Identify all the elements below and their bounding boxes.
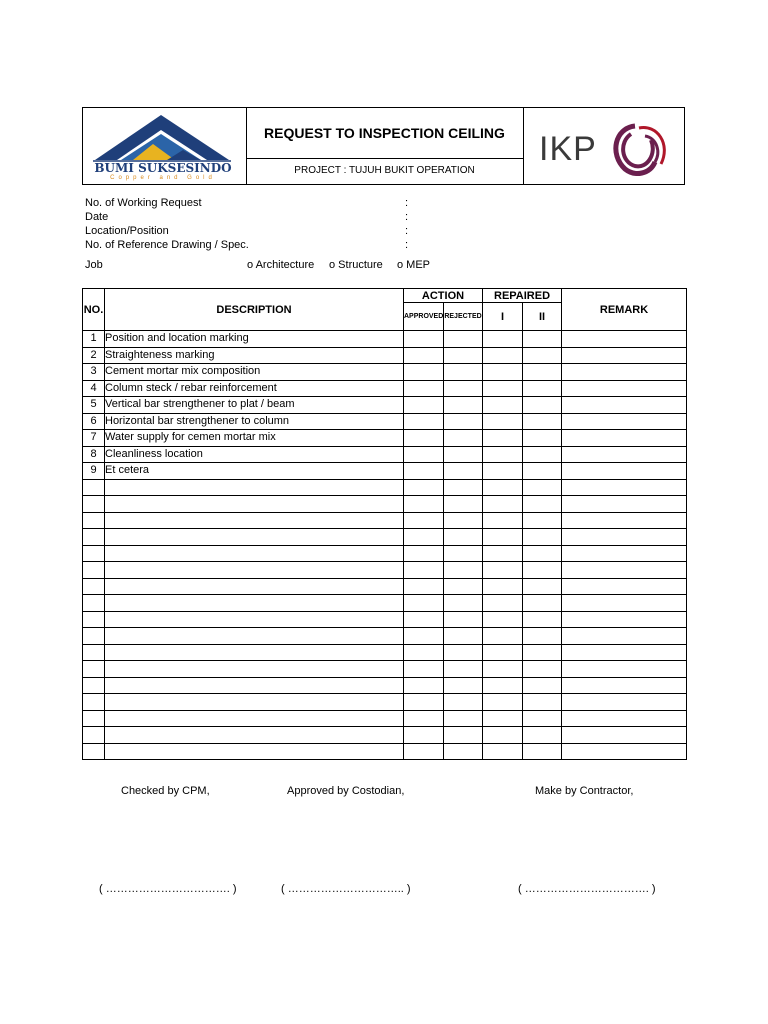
remark-cell[interactable]	[562, 529, 687, 546]
remark-cell[interactable]	[562, 694, 687, 711]
repaired-2-cell[interactable]	[523, 727, 562, 744]
row-number	[83, 545, 105, 562]
row-number	[83, 578, 105, 595]
row-number: 1	[83, 331, 105, 348]
header-repaired-2: II	[523, 303, 562, 331]
rejected-cell[interactable]	[444, 430, 483, 447]
table-row	[83, 496, 687, 513]
repaired-2-cell[interactable]	[523, 694, 562, 711]
row-number	[83, 529, 105, 546]
repaired-1-cell[interactable]	[483, 611, 523, 628]
approved-cell[interactable]	[404, 331, 444, 348]
checked-by-signature-line[interactable]: ( ……………………………. )	[99, 883, 237, 895]
remark-cell[interactable]	[562, 364, 687, 381]
row-description	[105, 694, 404, 711]
remark-cell[interactable]	[562, 562, 687, 579]
repaired-2-cell[interactable]	[523, 413, 562, 430]
remark-cell[interactable]	[562, 710, 687, 727]
table-row	[83, 710, 687, 727]
remark-cell[interactable]	[562, 743, 687, 760]
table-row	[83, 413, 687, 430]
table-row	[83, 562, 687, 579]
company-name: BUMI SUKSESINDO	[94, 161, 232, 175]
company-tagline: Copper and Gold	[110, 175, 216, 181]
rejected-cell[interactable]	[444, 710, 483, 727]
approved-cell[interactable]	[404, 727, 444, 744]
approved-cell[interactable]	[404, 430, 444, 447]
table-row	[83, 727, 687, 744]
repaired-1-cell[interactable]	[483, 430, 523, 447]
row-description	[105, 743, 404, 760]
repaired-1-cell[interactable]	[483, 644, 523, 661]
working-request-label: No. of Working Request	[85, 197, 202, 209]
job-option-architecture[interactable]: o Architecture	[247, 259, 315, 271]
remark-cell[interactable]	[562, 628, 687, 645]
title-box	[246, 108, 524, 184]
row-description: Water supply for cemen mortar mix	[105, 430, 404, 447]
row-number	[83, 644, 105, 661]
repaired-2-cell[interactable]	[523, 463, 562, 480]
row-description	[105, 710, 404, 727]
remark-cell[interactable]	[562, 331, 687, 348]
ikp-logo	[523, 108, 684, 184]
rejected-cell[interactable]	[444, 364, 483, 381]
job-label: Job	[85, 259, 103, 271]
row-description: Cement mortar mix composition	[105, 364, 404, 381]
ikp-logo-text: IKP	[539, 130, 597, 168]
row-description	[105, 661, 404, 678]
approved-cell[interactable]	[404, 578, 444, 595]
repaired-1-cell[interactable]	[483, 545, 523, 562]
colon: :	[405, 197, 409, 209]
row-number	[83, 611, 105, 628]
row-description: Straighteness marking	[105, 347, 404, 364]
remark-cell[interactable]	[562, 430, 687, 447]
rejected-cell[interactable]	[444, 446, 483, 463]
approved-cell[interactable]	[404, 710, 444, 727]
table-row	[83, 677, 687, 694]
approved-cell[interactable]	[404, 496, 444, 513]
row-number: 5	[83, 397, 105, 414]
repaired-1-cell[interactable]	[483, 677, 523, 694]
row-description	[105, 677, 404, 694]
row-number	[83, 562, 105, 579]
approved-cell[interactable]	[404, 529, 444, 546]
repaired-2-cell[interactable]	[523, 512, 562, 529]
repaired-2-cell[interactable]	[523, 380, 562, 397]
checked-by-label: Checked by CPM,	[121, 785, 210, 797]
working-request-row	[85, 197, 409, 209]
table-row	[83, 595, 687, 612]
made-by-label: Make by Contractor,	[535, 785, 634, 797]
header-remark: REMARK	[562, 289, 687, 331]
repaired-2-cell[interactable]	[523, 661, 562, 678]
remark-cell[interactable]	[562, 496, 687, 513]
table-row	[83, 529, 687, 546]
location-label: Location/Position	[85, 225, 169, 237]
approved-cell[interactable]	[404, 364, 444, 381]
reference-label: No. of Reference Drawing / Spec.	[85, 239, 249, 251]
repaired-1-cell[interactable]	[483, 727, 523, 744]
rejected-cell[interactable]	[444, 545, 483, 562]
reference-row	[85, 239, 409, 251]
repaired-1-cell[interactable]	[483, 397, 523, 414]
remark-cell[interactable]	[562, 644, 687, 661]
repaired-2-cell[interactable]	[523, 578, 562, 595]
row-number: 9	[83, 463, 105, 480]
row-number	[83, 743, 105, 760]
header-rejected: REJECTED	[444, 303, 483, 331]
approved-cell[interactable]	[404, 694, 444, 711]
repaired-2-cell[interactable]	[523, 562, 562, 579]
approved-cell[interactable]	[404, 595, 444, 612]
header-no: NO.	[83, 289, 105, 331]
rejected-cell[interactable]	[444, 529, 483, 546]
repaired-2-cell[interactable]	[523, 529, 562, 546]
remark-cell[interactable]	[562, 512, 687, 529]
remark-cell[interactable]	[562, 545, 687, 562]
row-number	[83, 479, 105, 496]
row-number	[83, 661, 105, 678]
repaired-2-cell[interactable]	[523, 331, 562, 348]
repaired-1-cell[interactable]	[483, 446, 523, 463]
table-row	[83, 380, 687, 397]
rejected-cell[interactable]	[444, 743, 483, 760]
rejected-cell[interactable]	[444, 347, 483, 364]
repaired-1-cell[interactable]	[483, 347, 523, 364]
job-option-structure[interactable]: o Structure	[329, 259, 383, 271]
remark-cell[interactable]	[562, 463, 687, 480]
colon: :	[405, 211, 409, 223]
repaired-1-cell[interactable]	[483, 529, 523, 546]
row-description	[105, 727, 404, 744]
location-row	[85, 225, 409, 237]
approved-cell[interactable]	[404, 347, 444, 364]
row-description: Column steck / rebar reinforcement	[105, 380, 404, 397]
repaired-1-cell[interactable]	[483, 380, 523, 397]
header-repaired-1: I	[483, 303, 523, 331]
rejected-cell[interactable]	[444, 479, 483, 496]
row-number	[83, 595, 105, 612]
approved-cell[interactable]	[404, 611, 444, 628]
rejected-cell[interactable]	[444, 644, 483, 661]
header-description: DESCRIPTION	[105, 289, 404, 331]
repaired-1-cell[interactable]	[483, 413, 523, 430]
repaired-2-cell[interactable]	[523, 628, 562, 645]
table-row	[83, 743, 687, 760]
rejected-cell[interactable]	[444, 331, 483, 348]
row-description	[105, 529, 404, 546]
rejected-cell[interactable]	[444, 562, 483, 579]
remark-cell[interactable]	[562, 677, 687, 694]
remark-cell[interactable]	[562, 595, 687, 612]
table-row	[83, 397, 687, 414]
remark-cell[interactable]	[562, 347, 687, 364]
remark-cell[interactable]	[562, 413, 687, 430]
repaired-2-cell[interactable]	[523, 446, 562, 463]
repaired-1-cell[interactable]	[483, 562, 523, 579]
rejected-cell[interactable]	[444, 512, 483, 529]
header-repaired: REPAIRED	[483, 289, 562, 303]
rejected-cell[interactable]	[444, 463, 483, 480]
rejected-cell[interactable]	[444, 496, 483, 513]
table-body	[83, 331, 687, 760]
table-row	[83, 628, 687, 645]
approved-cell[interactable]	[404, 743, 444, 760]
row-number	[83, 727, 105, 744]
repaired-2-cell[interactable]	[523, 710, 562, 727]
repaired-1-cell[interactable]	[483, 364, 523, 381]
repaired-1-cell[interactable]	[483, 578, 523, 595]
row-number: 4	[83, 380, 105, 397]
approved-by-label: Approved by Costodian,	[287, 785, 405, 797]
approved-cell[interactable]	[404, 463, 444, 480]
row-number: 6	[83, 413, 105, 430]
approved-cell[interactable]	[404, 562, 444, 579]
rejected-cell[interactable]	[444, 578, 483, 595]
project-name: PROJECT : TUJUH BUKIT OPERATION	[294, 165, 475, 176]
table-row	[83, 512, 687, 529]
row-description	[105, 562, 404, 579]
approved-cell[interactable]	[404, 397, 444, 414]
row-number: 7	[83, 430, 105, 447]
approved-by-signature-line[interactable]: ( ………………………….. )	[281, 883, 411, 895]
table-row	[83, 661, 687, 678]
inspection-table	[82, 288, 687, 760]
table-row	[83, 347, 687, 364]
row-description: Vertical bar strengthener to plat / beam	[105, 397, 404, 414]
rejected-cell[interactable]	[444, 727, 483, 744]
colon: :	[405, 239, 409, 251]
repaired-2-cell[interactable]	[523, 430, 562, 447]
table-row	[83, 578, 687, 595]
approved-cell[interactable]	[404, 628, 444, 645]
table-row	[83, 331, 687, 348]
date-row	[85, 211, 409, 223]
row-description: Cleanliness location	[105, 446, 404, 463]
header-action: ACTION	[404, 289, 483, 303]
repaired-2-cell[interactable]	[523, 364, 562, 381]
row-number	[83, 694, 105, 711]
approved-cell[interactable]	[404, 661, 444, 678]
row-number: 3	[83, 364, 105, 381]
row-description: Et cetera	[105, 463, 404, 480]
approved-cell[interactable]	[404, 380, 444, 397]
repaired-1-cell[interactable]	[483, 743, 523, 760]
table-row	[83, 463, 687, 480]
repaired-2-cell[interactable]	[523, 595, 562, 612]
approved-cell[interactable]	[404, 512, 444, 529]
repaired-2-cell[interactable]	[523, 677, 562, 694]
repaired-1-cell[interactable]	[483, 710, 523, 727]
swirl-logo-icon	[605, 114, 675, 184]
row-description	[105, 611, 404, 628]
repaired-2-cell[interactable]	[523, 397, 562, 414]
rejected-cell[interactable]	[444, 413, 483, 430]
rejected-cell[interactable]	[444, 611, 483, 628]
remark-cell[interactable]	[562, 397, 687, 414]
table-row	[83, 694, 687, 711]
table-row	[83, 611, 687, 628]
rejected-cell[interactable]	[444, 380, 483, 397]
row-description	[105, 545, 404, 562]
table-row	[83, 479, 687, 496]
rejected-cell[interactable]	[444, 694, 483, 711]
rejected-cell[interactable]	[444, 397, 483, 414]
job-option-mep[interactable]: o MEP	[397, 259, 431, 271]
remark-cell[interactable]	[562, 479, 687, 496]
rejected-cell[interactable]	[444, 628, 483, 645]
row-description	[105, 595, 404, 612]
row-description	[105, 644, 404, 661]
rejected-cell[interactable]	[444, 595, 483, 612]
table-row	[83, 364, 687, 381]
repaired-2-cell[interactable]	[523, 611, 562, 628]
row-number	[83, 496, 105, 513]
repaired-2-cell[interactable]	[523, 496, 562, 513]
bumi-suksesindo-logo	[83, 108, 247, 184]
form-header	[82, 107, 685, 185]
colon: :	[405, 225, 409, 237]
table-row	[83, 545, 687, 562]
row-number	[83, 628, 105, 645]
table-row	[83, 430, 687, 447]
made-by-signature-line[interactable]: ( ……………………………. )	[518, 883, 656, 895]
remark-cell[interactable]	[562, 446, 687, 463]
repaired-2-cell[interactable]	[523, 644, 562, 661]
repaired-2-cell[interactable]	[523, 479, 562, 496]
repaired-1-cell[interactable]	[483, 496, 523, 513]
remark-cell[interactable]	[562, 611, 687, 628]
approved-cell[interactable]	[404, 479, 444, 496]
rejected-cell[interactable]	[444, 677, 483, 694]
approved-cell[interactable]	[404, 644, 444, 661]
row-number: 2	[83, 347, 105, 364]
row-description	[105, 479, 404, 496]
repaired-1-cell[interactable]	[483, 661, 523, 678]
row-description	[105, 628, 404, 645]
approved-cell[interactable]	[404, 545, 444, 562]
repaired-1-cell[interactable]	[483, 694, 523, 711]
row-description: Horizontal bar strengthener to column	[105, 413, 404, 430]
remark-cell[interactable]	[562, 380, 687, 397]
header-approved: APPROVED	[404, 303, 444, 331]
repaired-2-cell[interactable]	[523, 545, 562, 562]
approved-cell[interactable]	[404, 413, 444, 430]
remark-cell[interactable]	[562, 661, 687, 678]
repaired-1-cell[interactable]	[483, 512, 523, 529]
remark-cell[interactable]	[562, 578, 687, 595]
form-title: REQUEST TO INSPECTION CEILING	[246, 108, 523, 159]
repaired-1-cell[interactable]	[483, 463, 523, 480]
row-number	[83, 677, 105, 694]
row-description: Position and location marking	[105, 331, 404, 348]
row-number	[83, 512, 105, 529]
repaired-1-cell[interactable]	[483, 595, 523, 612]
rejected-cell[interactable]	[444, 661, 483, 678]
row-number: 8	[83, 446, 105, 463]
repaired-2-cell[interactable]	[523, 347, 562, 364]
row-number	[83, 710, 105, 727]
repaired-2-cell[interactable]	[523, 743, 562, 760]
repaired-1-cell[interactable]	[483, 628, 523, 645]
repaired-1-cell[interactable]	[483, 479, 523, 496]
repaired-1-cell[interactable]	[483, 331, 523, 348]
approved-cell[interactable]	[404, 446, 444, 463]
table-row	[83, 644, 687, 661]
remark-cell[interactable]	[562, 727, 687, 744]
date-label: Date	[85, 211, 109, 223]
table-row	[83, 446, 687, 463]
row-description	[105, 578, 404, 595]
row-description	[105, 496, 404, 513]
approved-cell[interactable]	[404, 677, 444, 694]
row-description	[105, 512, 404, 529]
